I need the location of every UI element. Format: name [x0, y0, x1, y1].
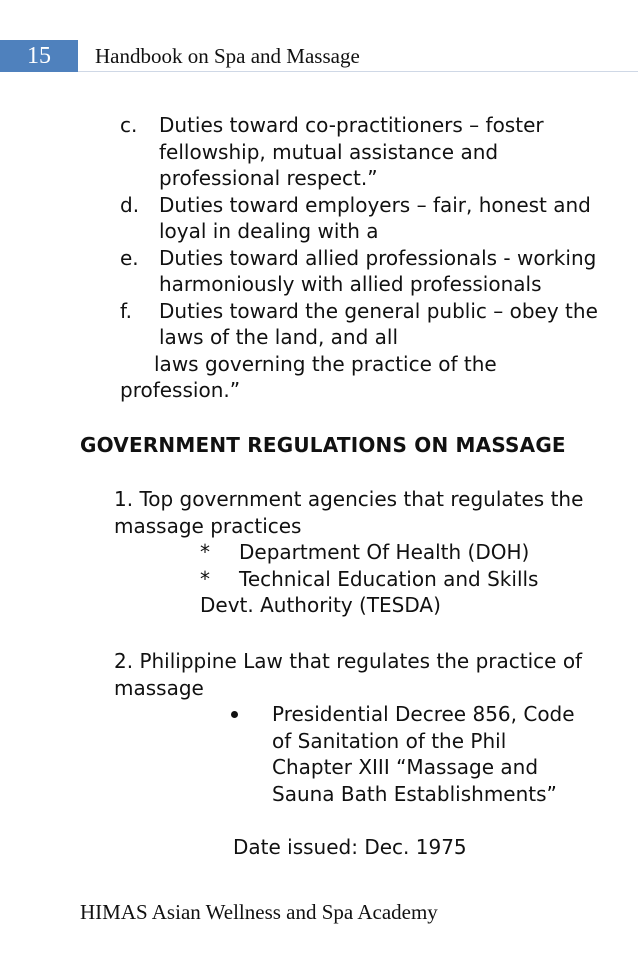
list-item-line: Duties toward the general public – obey the: [159, 298, 598, 323]
section-heading: GOVERNMENT REGULATIONS ON MASSAGE: [80, 433, 566, 457]
agency-name: Technical Education and Skills: [239, 566, 539, 591]
bullet-icon: [231, 711, 238, 718]
list-item-line: loyal in dealing with a: [159, 219, 379, 243]
page-header: [0, 40, 638, 72]
page-number: 15: [0, 40, 78, 72]
page-footer: HIMAS Asian Wellness and Spa Academy: [80, 900, 438, 924]
bullet-text-line: of Sanitation of the Phil: [272, 728, 507, 753]
running-title: Handbook on Spa and Massage: [95, 44, 360, 68]
list-item-line: laws governing the practice of the: [154, 351, 497, 376]
bullet-text-line: Presidential Decree 856, Code: [272, 702, 575, 726]
bullet-text-line: Sauna Bath Establishments”: [272, 781, 557, 806]
list-item-line: Duties toward employers – fair, honest and: [159, 192, 591, 217]
list-marker: d.: [120, 192, 140, 217]
list-marker: f.: [120, 298, 132, 323]
paragraph-line: massage practices: [114, 513, 302, 538]
list-item-line: Duties toward co-practitioners – foster: [159, 113, 544, 137]
list-item-line: Duties toward allied professionals - working: [159, 245, 597, 270]
list-marker: c.: [120, 113, 138, 137]
agency-name: Department Of Health (DOH): [239, 540, 530, 564]
list-marker: e.: [120, 245, 139, 270]
list-item-line: profession.”: [120, 378, 241, 402]
paragraph-line: 1. Top government agencies that regulates the: [114, 487, 584, 511]
list-item-line: fellowship, mutual assistance and: [159, 139, 499, 164]
asterisk-marker: *: [200, 540, 210, 564]
date-issued: Date issued: Dec. 1975: [233, 835, 467, 859]
list-item-line: harmoniously with allied professionals: [159, 272, 542, 296]
paragraph-line: 2. Philippine Law that regulates the practice of: [114, 649, 583, 673]
list-item-line: laws of the land, and all: [159, 325, 399, 349]
asterisk-marker: *: [200, 566, 210, 591]
paragraph-line: massage: [114, 675, 204, 700]
list-item-line: professional respect.”: [159, 166, 378, 190]
header-rule: [78, 71, 638, 72]
agency-name-continuation: Devt. Authority (TESDA): [200, 593, 441, 617]
bullet-text-line: Chapter XIII “Massage and: [272, 755, 539, 779]
